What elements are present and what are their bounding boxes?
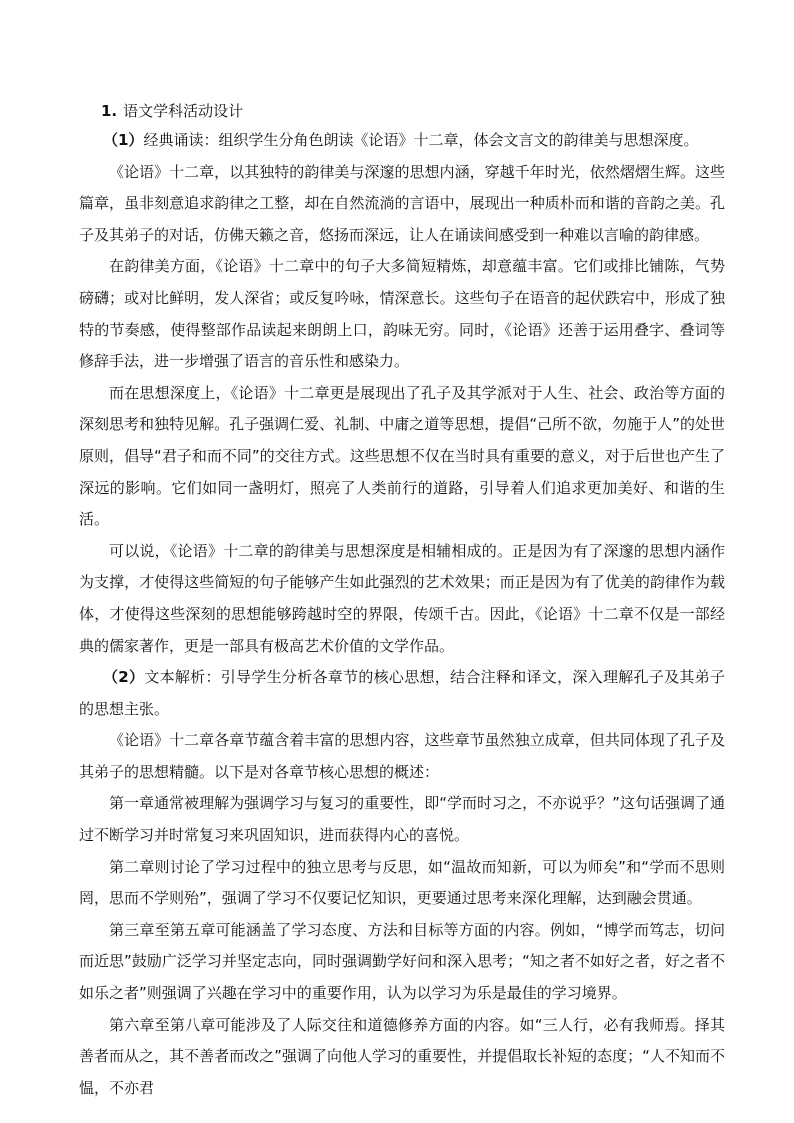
document-body bbox=[79, 97, 725, 1104]
paragraph: 第三章至第五章可能涵盖了学习态度、方法和目标等方面的内容。例如，“博学而笃志，切问而近思”鼓励广泛学习并坚定志向，同时强调勤学好问和深入思考；“知之者不如好之者，好之者不如乐之者”则强调了兴趣在学习中的重要作用，认为以学习为乐是最佳的学习境界。 bbox=[79, 920, 725, 1003]
heading-number: 1. bbox=[101, 102, 118, 120]
paragraph: 第一章通常被理解为强调学习与复习的重要性，即“学而时习之，不亦说乎？”这句话强调了通过不断学习并时常复习来巩固知识，进而获得内心的喜悦。 bbox=[79, 794, 725, 845]
paragraph: 第六章至第八章可能涉及了人际交往和道德修养方面的内容。如“三人行，必有我师焉。择其善者而从之，其不善者而改之”强调了向他人学习的重要性，并提倡取长补短的态度；“人不知而不愠，不亦君 bbox=[79, 1015, 725, 1097]
paragraph: 《论语》十二章，以其独特的韵律美与深邃的思想内涵，穿越千年时光，依然熠熠生辉。这些篇章，虽非刻意追求韵律之工整，却在自然流淌的言语中，展现出一种质朴而和谐的音韵之美。孔子及其弟子的对话，仿佛天籁之音，悠扬而深远，让人在诵读间感受到一种难以言喻的韵律感。 bbox=[79, 162, 725, 244]
paragraph: 第二章则讨论了学习过程中的独立思考与反思，如“温故而知新，可以为师矣”和“学而不思则罔，思而不学则殆”，强调了学习不仅要记忆知识，更要通过思考来深化理解，达到融会贯通。 bbox=[79, 857, 725, 908]
subsection-label: （1） bbox=[103, 131, 144, 149]
paragraph: 在韵律美方面，《论语》十二章中的句子大多简短精炼，却意蕴丰富。它们或排比铺陈，气势磅礴；或对比鲜明，发人深省；或反复吟咏，情深意长。这些句子在语音的起伏跌宕中，形成了独特的节奏感，使得整部作品读起来朗朗上口，韵味无穷。同时，《论语》还善于运用叠字、叠词等修辞手法，进一步增强了语言的音乐性和感染力。 bbox=[79, 257, 725, 371]
paragraph: 而在思想深度上，《论语》十二章更是展现出了孔子及其学派对于人生、社会、政治等方面的深刻思考和独特见解。孔子强调仁爱、礼制、中庸之道等思想，提倡“己所不欲，勿施于人”的处世原则，倡导“君子和而不同”的交往方式。这些思想不仅在当时具有重要的意义，对于后世也产生了深远的影响。它们如同一盏明灯，照亮了人类前行的道路，引导着人们追求更加美好、和谐的生活。 bbox=[79, 383, 725, 529]
paragraph: 《论语》十二章各章节蕴含着丰富的思想内容，这些章节虽然独立成章，但共同体现了孔子及其弟子的思想精髓。以下是对各章节核心思想的概述： bbox=[79, 731, 725, 781]
heading-text: 语文学科活动设计 bbox=[123, 102, 244, 120]
subsection-text: 经典诵读：组织学生分角色朗读《论语》十二章，体会文言文的韵律美与思想深度。 bbox=[143, 131, 699, 149]
paragraph: 可以说，《论语》十二章的韵律美与思想深度是相辅相成的。正是因为有了深邃的思想内涵作为支撑，才使得这些简短的句子能够产生如此强烈的艺术效果；而正是因为有了优美的韵律作为载体，才使得这些深刻的思想能够跨越时空的界限，传颂千古。因此，《论语》十二章不仅是一部经典的儒家著作，更是一部具有极高艺术价值的文学作品。 bbox=[79, 541, 725, 655]
subsection-text-analysis bbox=[79, 662, 725, 725]
subsection-text: 文本解析：引导学生分析各章节的核心思想，结合注释和译文，深入理解孔子及其弟子的思想主张。 bbox=[79, 668, 725, 718]
subsection-label: （2） bbox=[103, 668, 145, 687]
section-heading bbox=[79, 97, 725, 125]
subsection-classic-reading bbox=[79, 125, 725, 157]
